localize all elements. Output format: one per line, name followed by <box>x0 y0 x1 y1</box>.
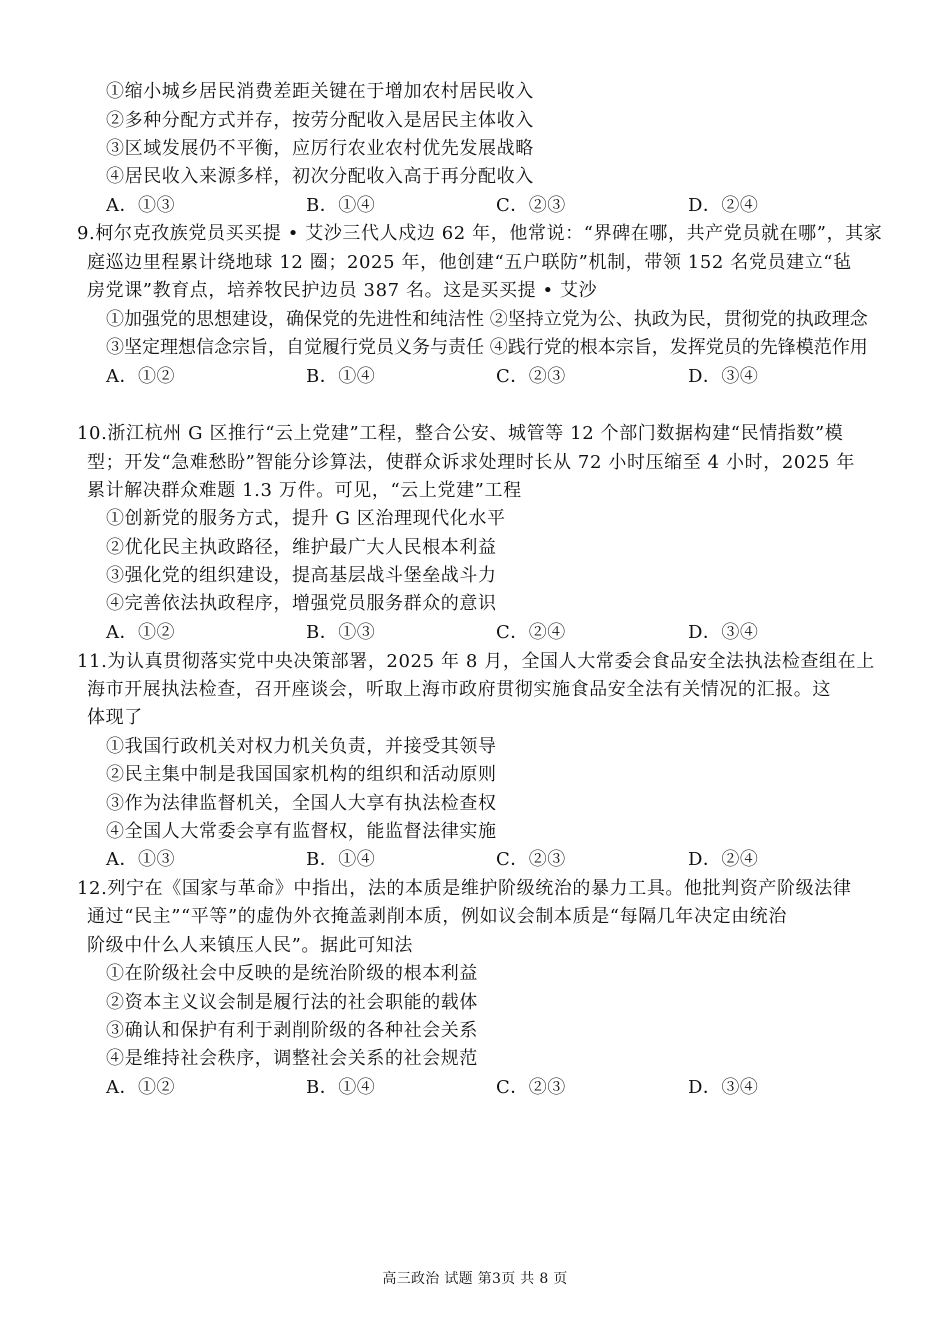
q10-option-d: D．③④ <box>688 622 759 643</box>
q11-options <box>106 849 806 871</box>
q10-stem-line-3: 累计解决群众难题 1.3 万件。可见，“云上党建”工程 <box>87 480 522 501</box>
q12-option-b: B．①④ <box>306 1077 376 1098</box>
q8-option-b: B．①④ <box>306 195 376 216</box>
q9-options <box>106 366 806 388</box>
q10-option-b: B．①③ <box>306 622 376 643</box>
q9-option-a: A．①② <box>106 366 175 387</box>
q8-option-d: D．②④ <box>688 195 759 216</box>
q12-option-d: D．③④ <box>688 1077 759 1098</box>
q9-item-row-2: ③坚定理想信念宗旨，自觉履行党员义务与责任 ④践行党的根本宗旨，发挥党员的先锋模范作用 <box>106 337 868 358</box>
q9-option-d: D．③④ <box>688 366 759 387</box>
q10-stem-line-2: 型；开发“急难愁盼”智能分诊算法，使群众诉求处理时长从 72 小时压缩至 4 小时，2025 年 <box>87 452 855 473</box>
q9-option-b: B．①④ <box>306 366 376 387</box>
q11-option-c: C．②③ <box>496 849 566 870</box>
q10-item-4: ④完善依法执政程序，增强党员服务群众的意识 <box>106 593 497 614</box>
q10-item-3: ③强化党的组织建设，提高基层战斗堡垒战斗力 <box>106 565 497 586</box>
q12-stem-line-2: 通过“民主”“平等”的虚伪外衣掩盖剥削本质，例如议会制本质是“每隔几年决定由统治 <box>87 906 788 927</box>
q12-stem-line-1: 12.列宁在《国家与革命》中指出，法的本质是维护阶级统治的暴力工具。他批判资产阶级法律 <box>77 878 852 899</box>
q8-item-1: ①缩小城乡居民消费差距关键在于增加农村居民收入 <box>106 81 534 102</box>
q9-stem-line-3: 房党课”教育点，培养牧民护边员 387 名。这是买买提 • 艾沙 <box>87 280 598 301</box>
q10-options <box>106 622 806 644</box>
q10-option-c: C．②④ <box>496 622 566 643</box>
q9-item-row-1: ①加强党的思想建设，确保党的先进性和纯洁性 ②坚持立党为公、执政为民，贯彻党的执政理念 <box>106 309 868 330</box>
q11-item-3: ③作为法律监督机关，全国人大享有执法检查权 <box>106 793 497 814</box>
q12-option-a: A．①② <box>106 1077 175 1098</box>
q8-item-4: ④居民收入来源多样，初次分配收入高于再分配收入 <box>106 166 534 187</box>
q12-item-2: ②资本主义议会制是履行法的社会职能的载体 <box>106 992 478 1013</box>
q12-options <box>106 1077 806 1099</box>
q8-option-c: C．②③ <box>496 195 566 216</box>
q12-item-3: ③确认和保护有利于剥削阶级的各种社会关系 <box>106 1020 478 1041</box>
q11-stem-line-2: 海市开展执法检查，召开座谈会，听取上海市政府贯彻实施食品安全法有关情况的汇报。这 <box>87 679 831 700</box>
q9-stem-line-2: 庭巡边里程累计绕地球 12 圈；2025 年，他创建“五户联防”机制，带领 152 名党员建立“毡 <box>87 252 852 273</box>
q11-item-4: ④全国人大常委会享有监督权，能监督法律实施 <box>106 821 497 842</box>
q11-item-2: ②民主集中制是我国国家机构的组织和活动原则 <box>106 764 497 785</box>
page-footer: 高三政治 试题 第3页 共 8 页 <box>382 1271 568 1287</box>
q12-item-1: ①在阶级社会中反映的是统治阶级的根本利益 <box>106 963 478 984</box>
q12-option-c: C．②③ <box>496 1077 566 1098</box>
q11-option-b: B．①④ <box>306 849 376 870</box>
q9-stem-line-1: 9.柯尔克孜族党员买买提 • 艾沙三代人戍边 62 年，他常说：“界碑在哪，共产党员就在哪”，其家 <box>77 223 883 244</box>
q8-item-2: ②多种分配方式并存，按劳分配收入是居民主体收入 <box>106 110 534 131</box>
q12-stem-line-3: 阶级中什么人来镇压人民”。据此可知法 <box>87 935 414 956</box>
q8-options <box>106 195 806 217</box>
q10-item-1: ①创新党的服务方式，提升 G 区治理现代化水平 <box>106 508 506 529</box>
q10-option-a: A．①② <box>106 622 175 643</box>
q8-item-3: ③区域发展仍不平衡，应厉行农业农村优先发展战略 <box>106 138 534 159</box>
q9-option-c: C．②③ <box>496 366 566 387</box>
q11-option-d: D．②④ <box>688 849 759 870</box>
q11-stem-line-1: 11.为认真贯彻落实党中央决策部署，2025 年 8 月，全国人大常委会食品安全法执法检查组在上 <box>77 651 875 672</box>
q10-stem-line-1: 10.浙江杭州 G 区推行“云上党建”工程，整合公安、城管等 12 个部门数据构建“民情指数”模 <box>77 423 844 444</box>
q11-option-a: A．①③ <box>106 849 175 870</box>
q11-stem-line-3: 体现了 <box>87 707 143 728</box>
q12-item-4: ④是维持社会秩序，调整社会关系的社会规范 <box>106 1048 478 1069</box>
q10-item-2: ②优化民主执政路径，维护最广大人民根本利益 <box>106 537 497 558</box>
q8-option-a: A．①③ <box>106 195 175 216</box>
q11-item-1: ①我国行政机关对权力机关负责，并接受其领导 <box>106 736 497 757</box>
